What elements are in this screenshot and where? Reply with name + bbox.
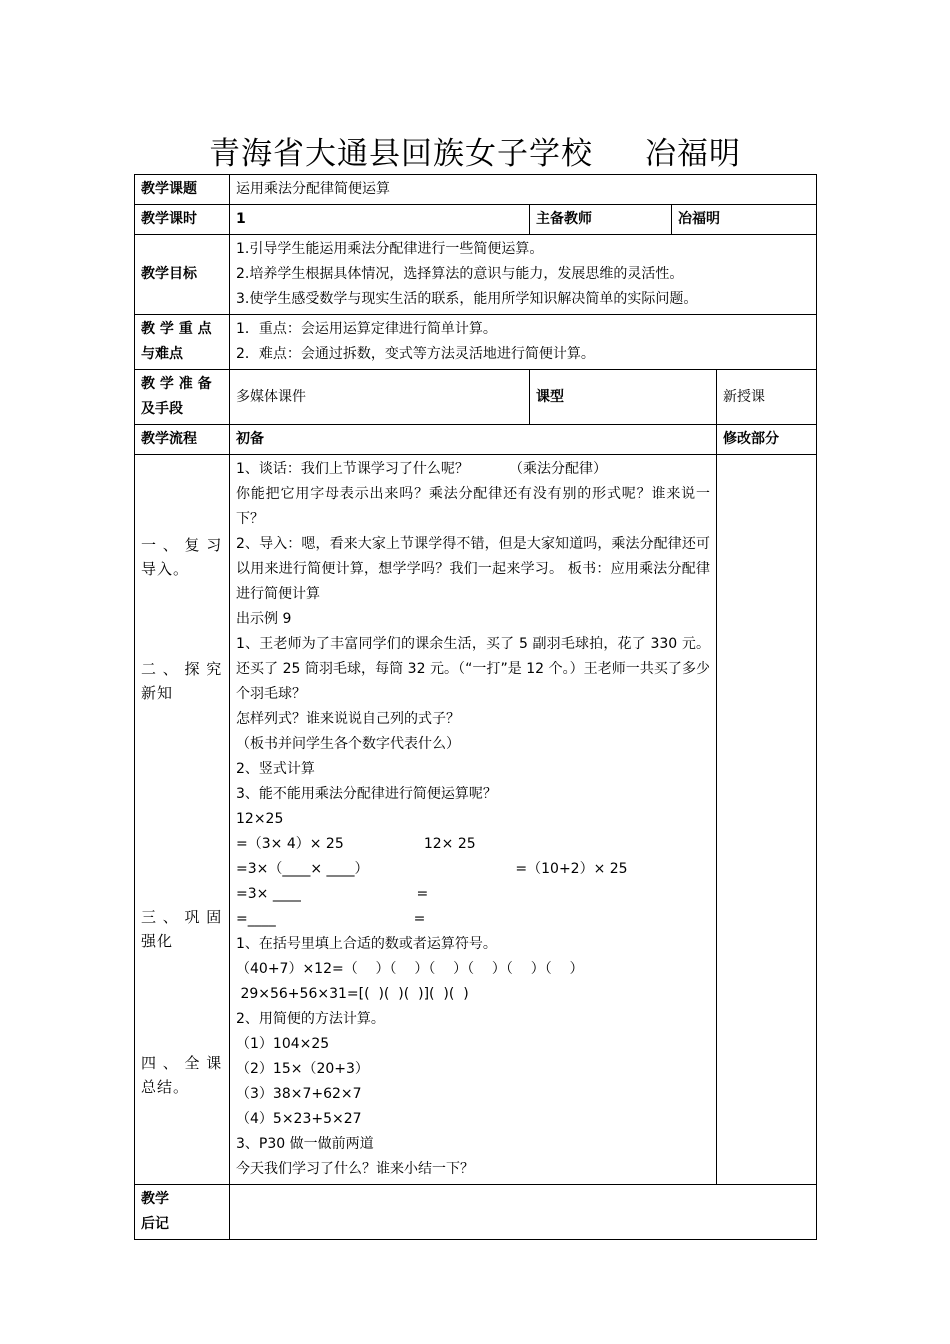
school-name: 青海省大通县回族女子学校 [209,136,593,172]
content-line: （1）104×25 [236,1036,330,1052]
stage-4-label: 四 、 全 课 总结。 [141,1054,223,1096]
content-line: 1、谈话：我们上节课学习了什么呢？ （乘法分配律） [236,461,607,477]
content-line: =3×（____× ____） =（10+2）× 25 [236,861,628,877]
focus-item: 2．难点：会通过拆数，变式等方法灵活地进行简便计算。 [236,346,595,362]
content-line: 1、在括号里填上合适的数或者运算符号。 [236,936,497,952]
process-content [230,455,717,1185]
lesson-type-label: 课型 [530,370,717,425]
goal-item: 2.培养学生根据具体情况，选择算法的意识与能力，发展思维的灵活性。 [236,266,684,282]
content-line: =3× ____ = [236,886,429,902]
content-line: （40+7）×12=（ ）（ ）（ ）（ ）（ ）（ ） [236,961,584,977]
goal-item: 1.引导学生能运用乘法分配律进行一些简便运算。 [236,241,544,257]
process-row [135,455,817,1185]
goal-item: 3.使学生感受数学与现实生活的联系，能用所学知识解决简单的实际问题。 [236,291,698,307]
hours-row [135,205,817,235]
content-line: 2、用简便的方法计算。 [236,1011,385,1027]
focus-row [135,315,817,370]
postscript-row [135,1185,817,1240]
stage-2-label: 二 、 探 究 新知 [141,660,223,702]
content-line: =（3× 4）× 25 12× 25 [236,836,476,852]
content-line: 1、王老师为了丰富同学们的课余生活，买了 5 副羽毛球拍，花了 330 元。还买了 25 筒羽毛球，每筒 32 元。（“一打”是 12 个。）王老师一共买了多少个羽毛球？ [236,636,710,702]
content-line: 3、P30 做一做前两道 [236,1136,374,1152]
stage-3-label: 三 、 巩 固 强化 [141,908,223,950]
content-line: =____ = [236,911,426,927]
hours-label: 教学课时 [135,205,230,235]
flow-label: 教学流程 [135,425,230,455]
topic-label: 教学课题 [135,175,230,205]
postscript-label: 教学 后记 [135,1185,230,1240]
content-line: 怎样列式？谁来说说自己列的式子？ [236,711,460,727]
flow-row [135,425,817,455]
focus-content [230,315,817,370]
content-line: 3、能不能用乘法分配律进行简便运算呢？ [236,786,497,802]
lesson-plan-table [134,174,817,1240]
goals-row [135,235,817,315]
content-line: （3）38×7+62×7 [236,1086,362,1102]
focus-item: 1．重点：会运用运算定律进行简单计算。 [236,321,497,337]
topic-value: 运用乘法分配律简便运算 [230,175,817,205]
lead-teacher-label: 主备教师 [530,205,672,235]
content-line: （4）5×23+5×27 [236,1111,362,1127]
stage-column [135,455,230,1185]
page-title [0,128,950,173]
revise-label: 修改部分 [717,425,817,455]
lead-teacher-value: 冶福明 [672,205,817,235]
content-line: 你能把它用字母表示出来吗？乘法分配律还有没有别的形式呢？谁来说一下？ [236,486,710,527]
goals-content [230,235,817,315]
prep-value: 多媒体课件 [230,370,530,425]
postscript-content [230,1185,817,1240]
content-line: 2、竖式计算 [236,761,315,777]
content-line: 出示例 9 [236,611,292,627]
prep-label: 教 学 准 备 及手段 [135,370,230,425]
flow-value: 初备 [230,425,717,455]
revise-column [717,455,817,1185]
content-line: 29×56+56×31=[( )( )( )]( )( ) [236,986,469,1002]
content-line: （板书并问学生各个数字代表什么） [236,736,460,752]
prep-row [135,370,817,425]
topic-row [135,175,817,205]
content-line: 今天我们学习了什么？谁来小结一下？ [236,1161,474,1177]
goals-label: 教学目标 [135,235,230,315]
hours-value: 1 [230,205,530,235]
lesson-type-value: 新授课 [717,370,817,425]
content-line: （2）15×（20+3） [236,1061,369,1077]
content-line: 2、导入：嗯，看来大家上节课学得不错，但是大家知道吗，乘法分配律还可以用来进行简便计算，想学学吗？我们一起来学习。 板书：应用乘法分配律进行简便计算 [236,536,710,602]
focus-label: 教 学 重 点 与难点 [135,315,230,370]
title-teacher-name: 冶福明 [645,136,741,172]
stage-1-label: 一 、 复 习 导入。 [141,536,223,578]
content-line: 12×25 [236,811,284,827]
